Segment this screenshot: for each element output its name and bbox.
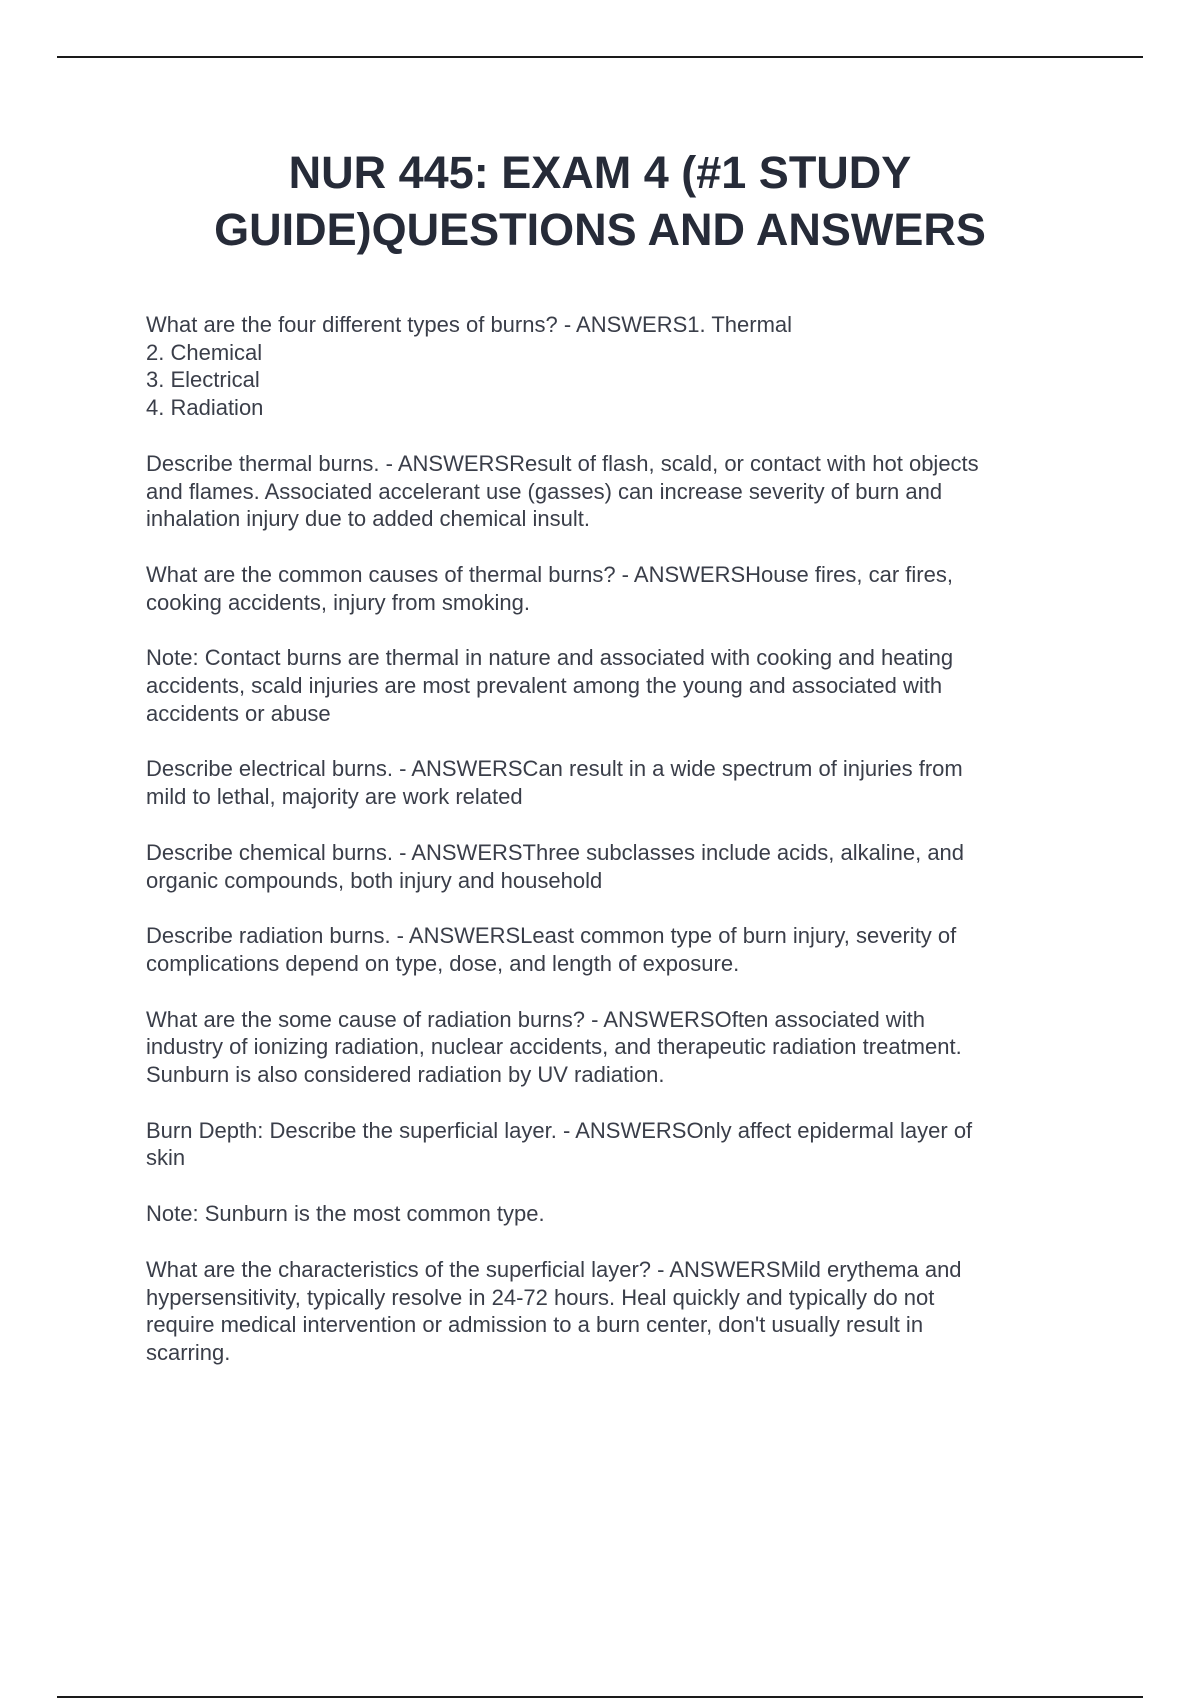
text-line: 4. Radiation bbox=[146, 395, 264, 421]
document-title bbox=[100, 144, 1100, 258]
title-line-2: GUIDE)QUESTIONS AND ANSWERS bbox=[214, 204, 986, 255]
title-line-1: NUR 445: EXAM 4 (#1 STUDY bbox=[288, 147, 912, 198]
text-line: Burn Depth: Describe the superficial layer. - ANSWERSOnly affect epidermal layer of bbox=[146, 1117, 973, 1143]
qa-item-chemical-burns bbox=[146, 839, 1086, 894]
text-line: Note: Sunburn is the most common type. bbox=[146, 1201, 545, 1227]
qa-item-electrical-burns bbox=[146, 755, 1086, 810]
text-line: organic compounds, both injury and household bbox=[146, 867, 603, 893]
note-contact-burns bbox=[146, 644, 1086, 727]
text-line: accidents or abuse bbox=[146, 700, 331, 726]
text-line: inhalation injury due to added chemical insult. bbox=[146, 506, 590, 532]
text-line: require medical intervention or admission to a burn center, don't usually result in bbox=[146, 1312, 924, 1338]
text-line: complications depend on type, dose, and length of exposure. bbox=[146, 950, 740, 976]
qa-item-superficial-layer bbox=[146, 1117, 1086, 1172]
qa-item-thermal-causes bbox=[146, 561, 1086, 616]
text-line: Describe electrical burns. - ANSWERSCan result in a wide spectrum of injuries from bbox=[146, 756, 963, 782]
text-line: mild to lethal, majority are work related bbox=[146, 784, 523, 810]
text-line: Note: Contact burns are thermal in nature and associated with cooking and heating bbox=[146, 645, 954, 671]
text-line: cooking accidents, injury from smoking. bbox=[146, 589, 530, 615]
text-line: Describe chemical burns. - ANSWERSThree subclasses include acids, alkaline, and bbox=[146, 839, 965, 865]
top-divider bbox=[57, 56, 1143, 58]
qa-content bbox=[146, 311, 1086, 1395]
text-line: industry of ionizing radiation, nuclear accidents, and therapeutic radiation treatment. bbox=[146, 1034, 962, 1060]
text-line: skin bbox=[146, 1145, 186, 1171]
text-line: hypersensitivity, typically resolve in 24-72 hours. Heal quickly and typically do not bbox=[146, 1284, 935, 1310]
text-line: What are the common causes of thermal burns? - ANSWERSHouse fires, car fires, bbox=[146, 561, 953, 587]
text-line: 3. Electrical bbox=[146, 367, 260, 393]
text-line: What are the some cause of radiation burns? - ANSWERSOften associated with bbox=[146, 1006, 925, 1032]
qa-item-burn-types bbox=[146, 311, 1086, 422]
text-line: What are the four different types of burns? - ANSWERS1. Thermal bbox=[146, 312, 793, 337]
text-line: scarring. bbox=[146, 1339, 231, 1365]
bottom-divider bbox=[57, 1696, 1143, 1698]
text-line: What are the characteristics of the superficial layer? - ANSWERSMild erythema and bbox=[146, 1256, 962, 1282]
qa-item-radiation-burns bbox=[146, 922, 1086, 977]
text-line: 2. Chemical bbox=[146, 339, 263, 365]
text-line: Describe radiation burns. - ANSWERSLeast common type of burn injury, severity of bbox=[146, 923, 957, 949]
text-line: Describe thermal burns. - ANSWERSResult of flash, scald, or contact with hot objects bbox=[146, 450, 979, 476]
qa-item-thermal-burns bbox=[146, 450, 1086, 533]
text-line: and flames. Associated accelerant use (gasses) can increase severity of burn and bbox=[146, 478, 943, 504]
text-line: accidents, scald injuries are most prevalent among the young and associated with bbox=[146, 673, 943, 699]
qa-item-radiation-causes bbox=[146, 1006, 1086, 1089]
text-line: Sunburn is also considered radiation by UV radiation. bbox=[146, 1062, 665, 1088]
note-sunburn bbox=[146, 1200, 1086, 1228]
qa-item-superficial-characteristics bbox=[146, 1256, 1086, 1367]
